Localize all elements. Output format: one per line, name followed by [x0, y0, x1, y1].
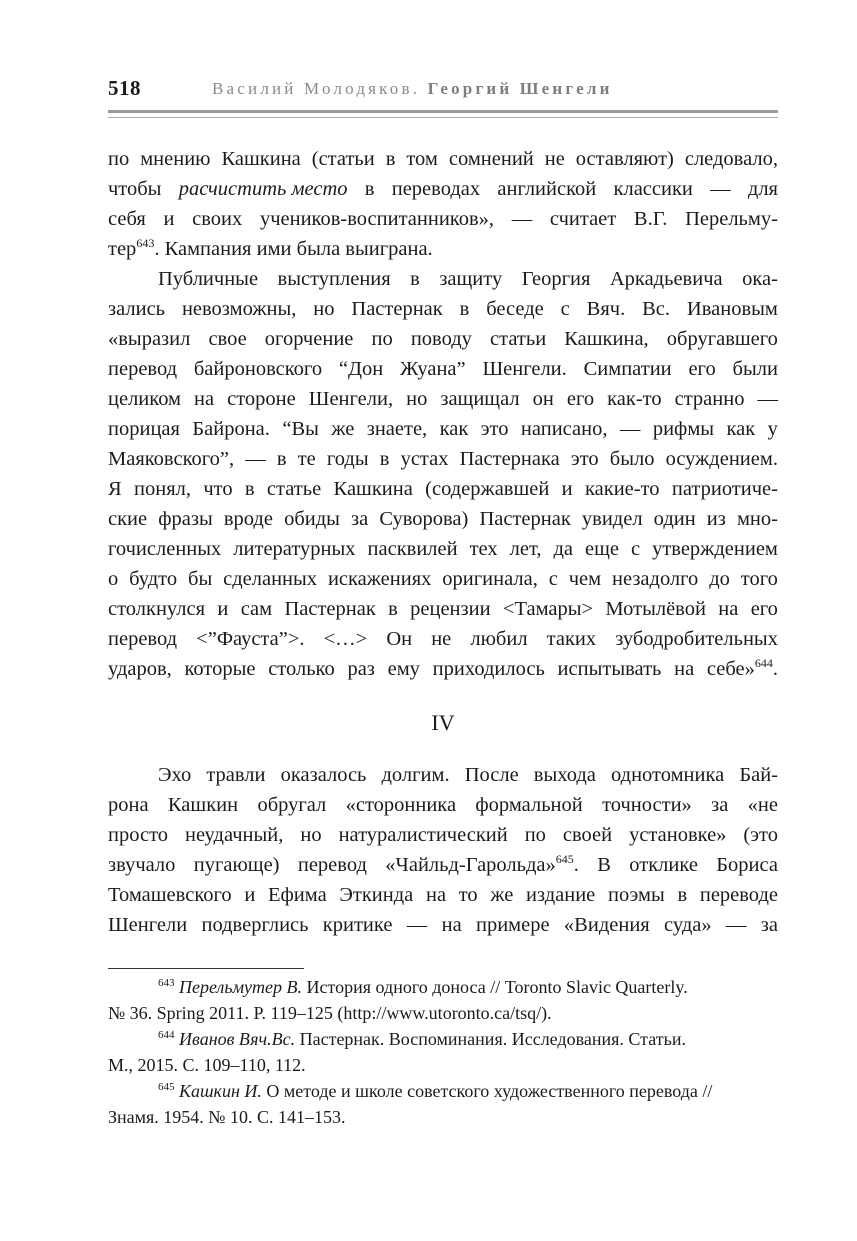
footnote-644: $^{644}$ Иванов Вяч.Вс. Пастернак. Воспоминания. Исследования. Статьи.: [158, 1029, 686, 1049]
body-line: перевод <”Фауста”>. <…> Он не любил таких зубодробительных: [108, 628, 778, 650]
body-line: Эхо травли оказалось долгим. После выхода однотомника Бай-: [158, 764, 778, 786]
body-line: целиком на стороне Шенгели, но защищал он его как-то странно —: [108, 388, 778, 410]
footnote-author: Иванов Вяч.Вс.: [179, 1029, 296, 1049]
footnote-number: 643: [158, 977, 175, 989]
footnote-separator: [108, 968, 304, 969]
body-line: Шенгели подверглись критике — на примере «Видения суда» — за: [108, 914, 778, 936]
body-line: зались невозможны, но Пастернак в беседе с Вяч. Вс. Ивановым: [108, 298, 778, 320]
body-line: столкнулся и сам Пастернак в рецензии <Тамары> Мотылёвой на его: [108, 598, 778, 620]
header-rule-thick: [108, 110, 778, 113]
body-line: чтобы расчистить место в переводах английской классики — для: [108, 174, 778, 204]
footnote-author: Кашкин И.: [179, 1081, 262, 1101]
body-line: Томашевского и Ефима Эткинда на то же издание поэмы в переводе: [108, 884, 778, 906]
body-line: Публичные выступления в защиту Георгия Аркадьевича ока-: [158, 268, 778, 290]
footnote-number: 644: [158, 1029, 175, 1041]
section-heading: IV: [431, 710, 455, 735]
body-line: ские фразы вроде обиды за Суворова) Пастернак увидел один из мно-: [108, 508, 778, 530]
body-line: тер$^{643}$. Кампания ими была выиграна.: [108, 236, 433, 260]
footnote-number: 645: [158, 1081, 175, 1093]
header-rule-thin: [108, 117, 778, 118]
running-title: [212, 79, 613, 99]
body-line: себя и своих учеников-воспитанников», — считает В.Г. Перельму-: [108, 208, 778, 230]
running-header: [108, 74, 778, 106]
footnote-645: $^{645}$ Кашкин И. О методе и школе советского художественного перевода //: [158, 1081, 713, 1101]
footnote-643-cont: № 36. Spring 2011. P. 119–125 (http://www.utoronto.ca/tsq/).: [108, 1003, 552, 1023]
footnote-645-cont: Знамя. 1954. № 10. С. 141–153.: [108, 1107, 346, 1127]
footnote-author: Перельмутер В.: [179, 977, 303, 997]
body-line: перевод байроновского “Дон Жуана” Шенгели. Симпатии его были: [108, 358, 778, 380]
footnote-ref: 645: [555, 852, 574, 866]
body-line: Маяковского”, — в те годы в устах Пастернака это было осуждением.: [108, 448, 778, 470]
page-number: 518: [108, 76, 141, 100]
body-line: просто неудачный, но натуралистический по своей установке» (это: [108, 824, 778, 846]
footnote-ref: 643: [136, 236, 155, 250]
running-book-title: Георгий Шенгели: [427, 79, 613, 98]
body-line: звучало пугающе) перевод «Чайльд-Гарольда»$^{645}$. В отклике Бориса: [108, 852, 778, 876]
footnote-644-cont: М., 2015. С. 109–110, 112.: [108, 1055, 306, 1075]
body-line: о будто бы сделанных искажениях оригинала, с чем незадолго до того: [108, 568, 778, 590]
footnote-643: $^{643}$ Перельмутер В. История одного доноса // Toronto Slavic Quarterly.: [158, 977, 688, 997]
body-line: «выразил свое огорчение по поводу статьи Кашкина, обругавшего: [108, 328, 778, 350]
emphasis: расчистить место: [178, 178, 348, 200]
body-line: рона Кашкин обругал «сторонника формальной точности» за «не: [108, 794, 778, 816]
body-line: гочисленных литературных пасквилей тех лет, да еще с утверждением: [108, 538, 778, 560]
body-line: порицая Байрона. “Вы же знаете, как это написано, — рифмы как у: [108, 418, 778, 440]
body-line: по мнению Кашкина (статьи в том сомнений не оставляют) следовало,: [108, 148, 778, 170]
footnote-ref: 644: [754, 656, 773, 670]
body-line: Я понял, что в статье Кашкина (содержавшей и какие-то патриотиче-: [108, 478, 778, 500]
body-line: ударов, которые столько раз ему приходилось испытывать на себе»$^{644}$.: [108, 656, 778, 680]
running-author: Василий Молодяков.: [212, 79, 421, 98]
